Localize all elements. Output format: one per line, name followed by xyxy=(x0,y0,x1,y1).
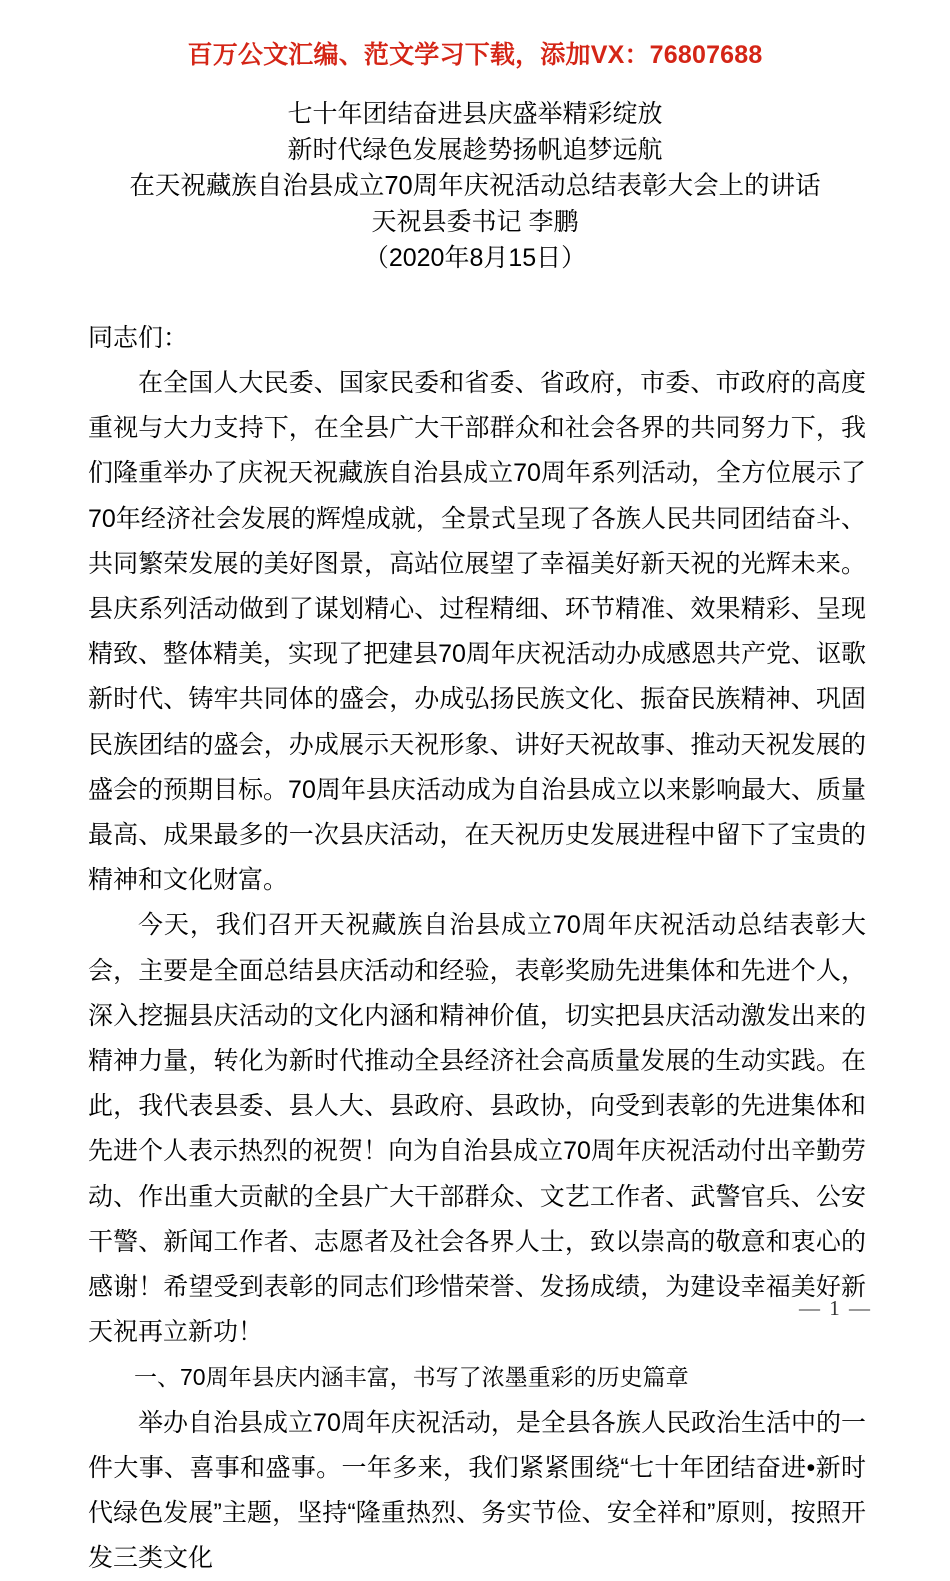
page-number: — 1 — xyxy=(799,1296,872,1320)
title-byline: 天祝县委书记 李鹏 xyxy=(371,208,579,236)
body-paragraph-1: 在全国人大民委、国家民委和省委、省政府，市委、市政府的高度重视与大力支持下，在全县广大干部群众和社会各界的共同努力下，我们隆重举办了庆祝天祝藏族自治县成立70周年系列活动，全方位展示了70年经济社会发展的辉煌成就，全景式呈现了各族人民共同团结奋斗、共同繁荣发展的美好图景，高站位展望了幸福美好新天祝的光辉未来。县庆系列活动做到了谋划精心、过程精细、环节精准、效果精彩、呈现精致、整体精美，实现了把建县70周年庆祝活动办成感恩共产党、讴歌新时代、铸牢共同体的盛会，办成弘扬民族文化、振奋民族精神、巩固民族团结的盛会，办成展示天祝形象、讲好天祝故事、推动天祝发展的盛会的预期目标。70周年县庆活动成为自治县成立以来影响最大、质量最高、成果最多的一次县庆活动，在天祝历史发展进程中留下了宝贵的精神和文化财富。 xyxy=(88,369,866,895)
document-body xyxy=(88,316,866,1581)
body-paragraph-3: 举办自治县成立70周年庆祝活动，是全县各族人民政治生活中的一件大事、喜事和盛事。一年多来，我们紧紧围绕“七十年团结奋进•新时代绿色发展”主题，坚持“隆重热烈、务实节俭、安全祥和”原则，按照开发三类文化 xyxy=(88,1408,866,1573)
salutation: 同志们： xyxy=(88,324,189,352)
section-heading-1: 一、70周年县庆内涵丰富，书写了浓墨重彩的历史篇章 xyxy=(134,1364,689,1391)
title-line-3: 在天祝藏族自治县成立70周年庆祝活动总结表彰大会上的讲话 xyxy=(129,172,821,200)
title-block xyxy=(0,96,950,276)
title-date: （2020年8月15日） xyxy=(363,244,587,272)
body-paragraph-2: 今天，我们召开天祝藏族自治县成立70周年庆祝活动总结表彰大会，主要是全面总结县庆活动和经验，表彰奖励先进集体和先进个人，深入挖掘县庆活动的文化内涵和精神价值，切实把县庆活动激发出来的精神力量，转化为新时代推动全县经济社会高质量发展的生动实践。在此，我代表县委、县人大、县政府、县政协，向受到表彰的先进集体和先进个人表示热烈的祝贺！向为自治县成立70周年庆祝活动付出辛勤劳动、作出重大贡献的全县广大干部群众、文艺工作者、武警官兵、公安干警、新闻工作者、志愿者及社会各界人士，致以崇高的敬意和衷心的感谢！希望受到表彰的同志们珍惜荣誉、发扬成绩，为建设幸福美好新天祝再立新功！ xyxy=(88,911,866,1347)
promo-header-text: 百万公文汇编、范文学习下载，添加VX：76807688 xyxy=(187,41,763,69)
title-line-1: 七十年团结奋进县庆盛举精彩绽放 xyxy=(287,100,663,128)
title-line-2: 新时代绿色发展趁势扬帆追梦远航 xyxy=(287,136,663,164)
